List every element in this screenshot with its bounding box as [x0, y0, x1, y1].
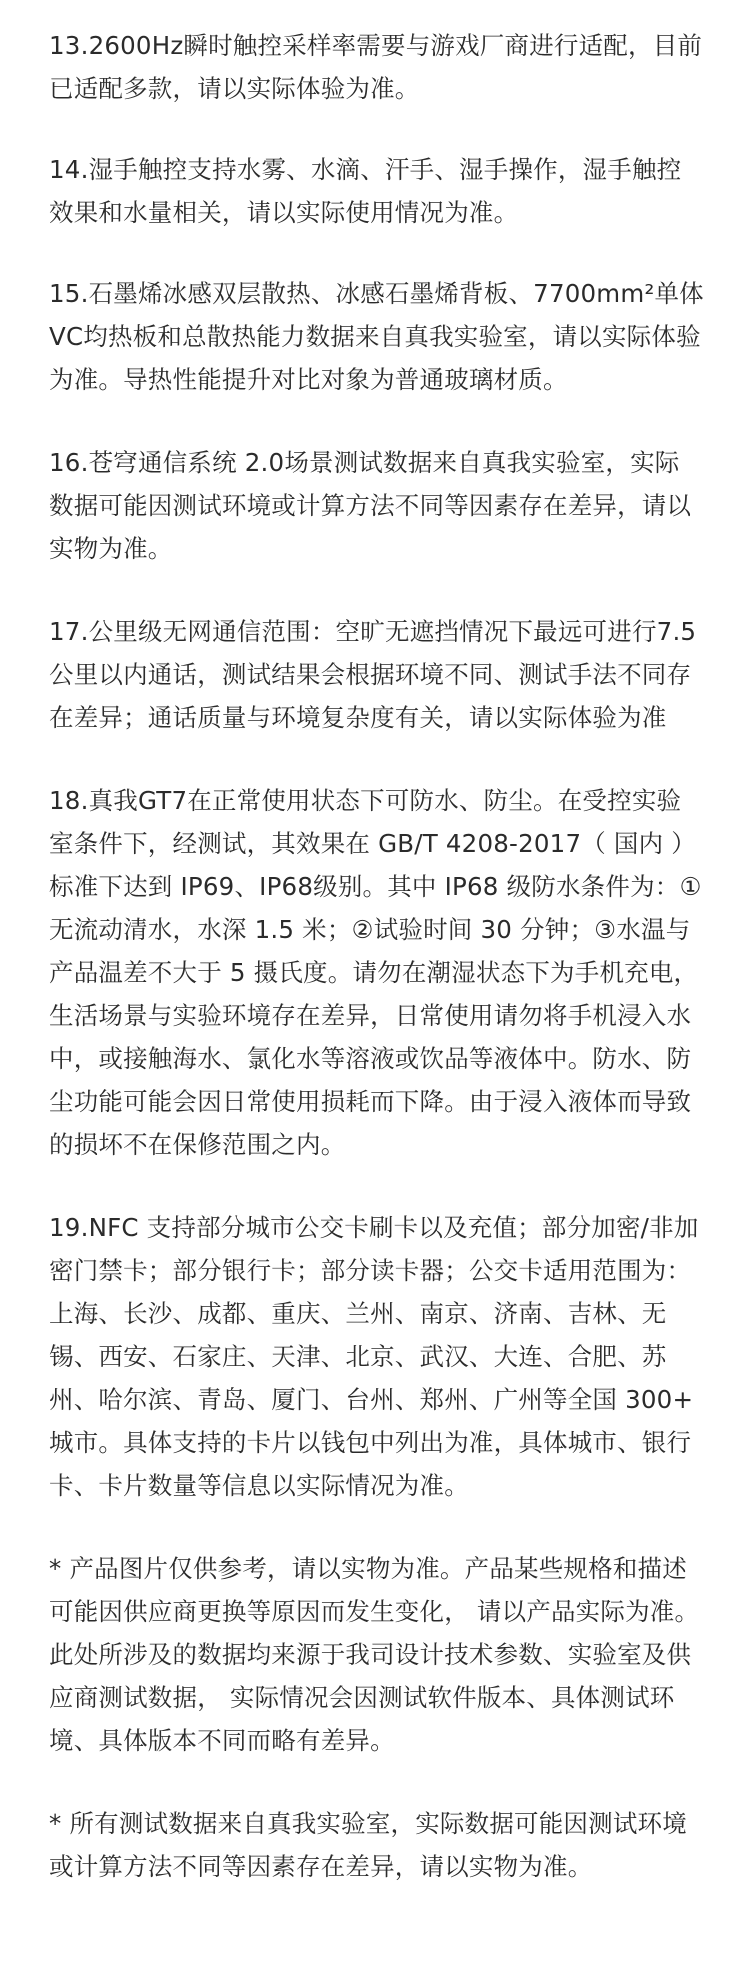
- note-product-images-disclaimer: * 产品图片仅供参考，请以实物为准。产品某些规格和描述可能因供应商更换等原因而发生变化， 请以产品实际为准。此处所涉及的数据均来源于我司设计技术参数、实验室及供应商测试数据， 实际情况会因测试软件版本、具体测试环境、具体版本不同而略有差异。: [49, 1554, 700, 1755]
- note-17-offline-communication-range: 17.公里级无网通信范围：空旷无遮挡情况下最远可进行7.5公里以内通话，测试结果会根据环境不同、测试手法不同存在差异；通话质量与环境复杂度有关，请以实际体验为准: [49, 617, 697, 732]
- note-19-nfc-support: 19.NFC 支持部分城市公交卡刷卡以及充值；部分加密/非加密门禁卡；部分银行卡；部分读卡器；公交卡适用范围为：上海、长沙、成都、重庆、兰州、南京、济南、吉林、无锡、西安、石家庄、天津、北京、武汉、大连、合肥、苏州、哈尔滨、青岛、厦门、台州、郑州、广州等全国 300+ 城市。具体支持的卡片以钱包中列出为准，具体城市、银行卡、卡片数量等信息以实际情况为准。: [49, 1213, 699, 1500]
- note-14-wet-hand-touch: 14.湿手触控支持水雾、水滴、汗手、湿手操作，湿手触控效果和水量相关，请以实际使用情况为准。: [49, 155, 682, 227]
- note-18-water-dust-resistance: 18.真我GT7在正常使用状态下可防水、防尘。在受控实验室条件下，经测试，其效果在 GB/T 4208-2017（ 国内 ）标准下达到 IP69、IP68级别。其中 IP68 级防水条件为：①无流动清水，水深 1.5 米；②试验时间 30 分钟；③水温与产品温差不大于 5 摄氏度。请勿在潮湿状态下为手机充电，生活场景与实验环境存在差异，日常使用请勿将手机浸入水中，或接触海水、氯化水等溶液或饮品等液体中。防水、防尘功能可能会因日常使用损耗而下降。由于浸入液体而导致的损坏不在保修范围之内。: [49, 786, 702, 1159]
- note-16-communication-system: 16.苍穹通信系统 2.0场景测试数据来自真我实验室，实际数据可能因测试环境或计算方法不同等因素存在差异，请以实物为准。: [49, 448, 692, 563]
- note-15-graphene-cooling: 15.石墨烯冰感双层散热、冰感石墨烯背板、7700mm²单体VC均热板和总散热能力数据来自真我实验室，请以实际体验为准。导热性能提升对比对象为普通玻璃材质。: [49, 279, 704, 394]
- note-13-touch-sampling-rate: 13.2600Hz瞬时触控采样率需要与游戏厂商进行适配，目前已适配多款，请以实际体验为准。: [49, 31, 703, 103]
- note-test-data-disclaimer: * 所有测试数据来自真我实验室，实际数据可能因测试环境或计算方法不同等因素存在差异，请以实物为准。: [49, 1809, 687, 1881]
